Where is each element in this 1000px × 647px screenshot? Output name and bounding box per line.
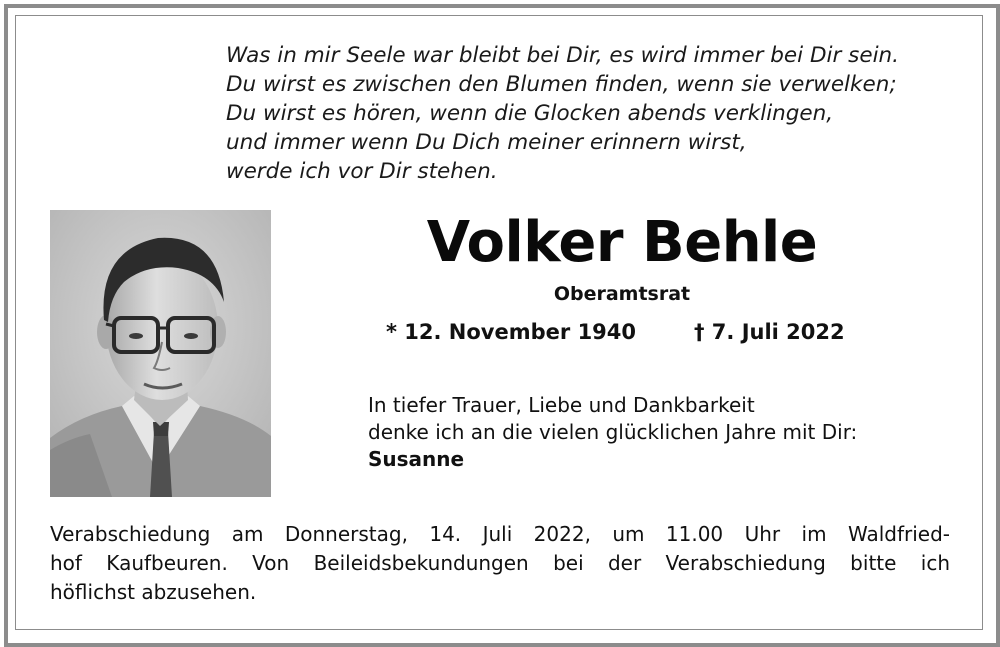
mourning-line: In tiefer Trauer, Liebe und Dankbarkeit: [368, 393, 755, 417]
poem-line: und immer wenn Du Dich meiner erinnern wirst,: [226, 130, 747, 155]
farewell-line: höflichst abzusehen.: [50, 580, 257, 604]
deceased-title: Oberamtsrat: [553, 283, 691, 305]
poem-line: Was in mir Seele war bleibt bei Dir, es wird immer bei Dir sein.: [226, 43, 900, 68]
farewell-line: hof Kaufbeuren. Von Beileidsbekundungen bei der Verabschiedung bitte ich: [50, 551, 950, 575]
mourning-line: denke ich an die vielen glücklichen Jahre mit Dir:: [368, 420, 858, 444]
poem-line: werde ich vor Dir stehen.: [226, 159, 498, 184]
farewell-line: Verabschiedung am Donnerstag, 14. Juli 2022, um 11.00 Uhr im Waldfried-: [50, 522, 950, 546]
poem-line: Du wirst es hören, wenn die Glocken abends verklingen,: [226, 101, 834, 126]
signer-name: Susanne: [368, 447, 465, 471]
portrait-photo: [50, 210, 271, 497]
poem-line: Du wirst es zwischen den Blumen finden, wenn sie verwelken;: [226, 72, 897, 97]
birth-date: * 12. November 1940: [386, 320, 637, 344]
deceased-name: Volker Behle: [426, 210, 818, 275]
mourning-text: [368, 392, 968, 473]
death-date: † 7. Juli 2022: [694, 320, 845, 344]
poem: [226, 41, 966, 186]
farewell-notice: [50, 520, 950, 607]
